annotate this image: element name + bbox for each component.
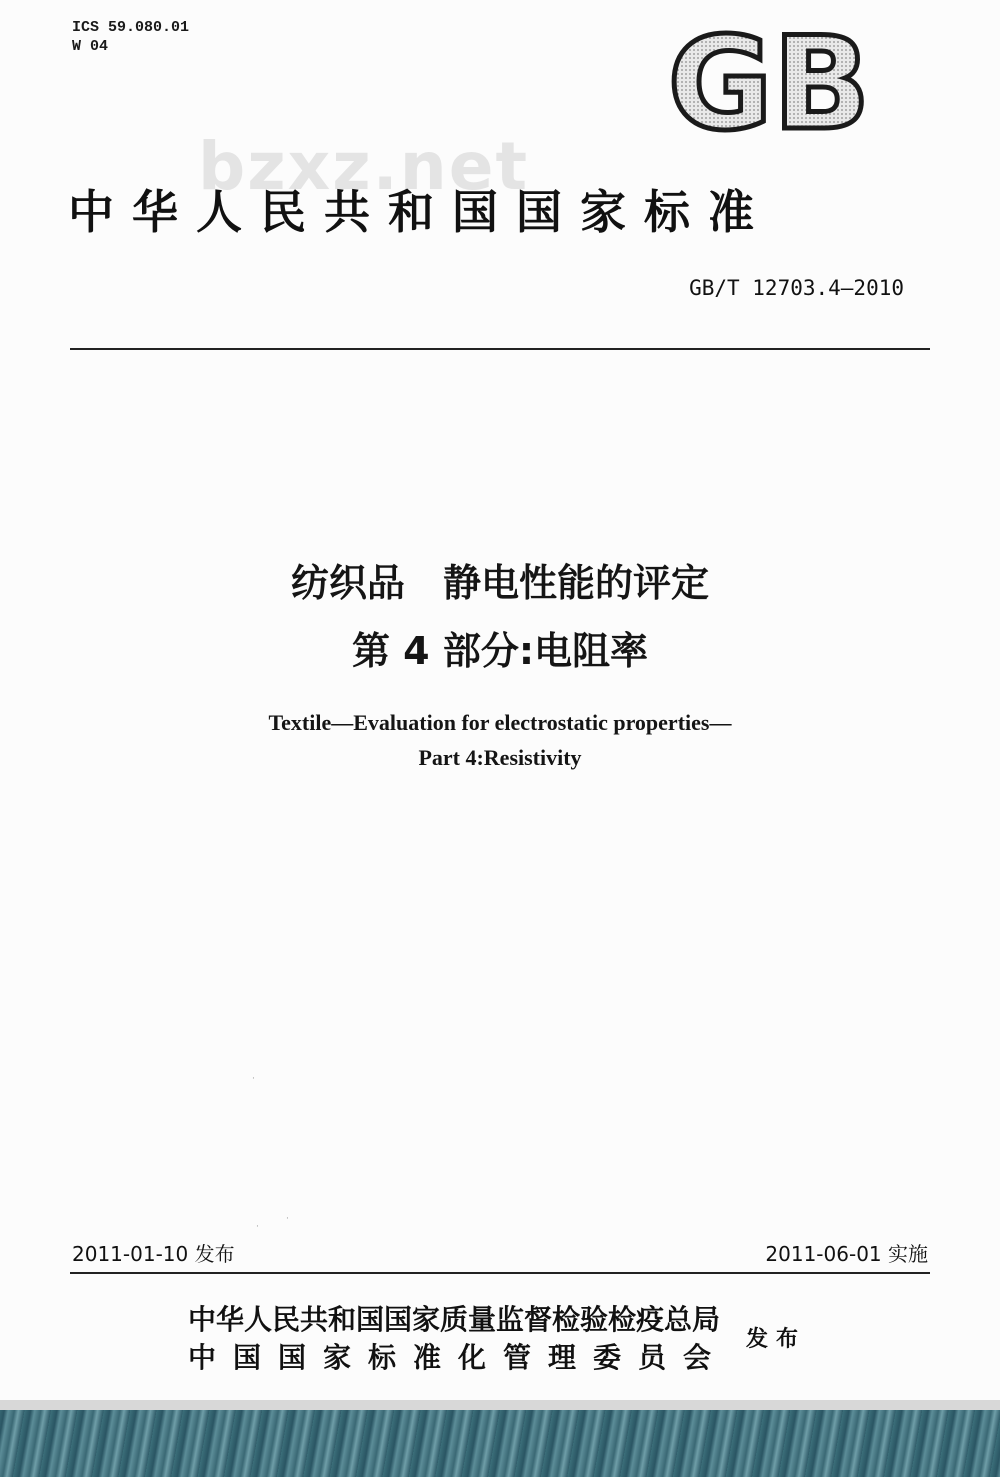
scan-speck: ·	[256, 1222, 259, 1232]
page-edge-shadow	[0, 1400, 1000, 1410]
scan-speck: ·	[252, 1074, 255, 1084]
scan-speck: ·	[286, 1214, 289, 1224]
chinese-title-line-1: 纺织品 静电性能的评定	[290, 561, 709, 605]
implementation-date: 2011-06-01 实施	[765, 1242, 928, 1266]
header-divider	[70, 348, 930, 350]
issue-date: 2011-01-10 发布	[72, 1242, 235, 1266]
standard-number: GB/T 12703.4—2010	[689, 276, 904, 300]
publish-label: 发布	[746, 1327, 807, 1352]
watermark: bzxz.net	[198, 128, 530, 205]
background-surface	[0, 1400, 1000, 1477]
publisher-line-2: 中国国家标准化管理委员会	[188, 1341, 729, 1374]
english-title-line-1: Textile—Evaluation for electrostatic properties—	[268, 710, 732, 735]
chinese-title-line-2: 第 4 部分:电阻率	[351, 629, 649, 673]
national-standard-title: 中华人民共和国国家标准	[68, 185, 772, 239]
footer-divider	[70, 1272, 930, 1274]
gb-logo	[664, 28, 874, 140]
logo-text: GB	[667, 28, 871, 140]
classification-codes	[72, 18, 189, 56]
english-title-line-2: Part 4:Resistivity	[418, 745, 582, 770]
category-code: W 04	[72, 38, 109, 55]
publisher-line-1: 中华人民共和国国家质量监督检验检疫总局	[188, 1303, 721, 1336]
ics-code: ICS 59.080.01	[72, 19, 190, 36]
